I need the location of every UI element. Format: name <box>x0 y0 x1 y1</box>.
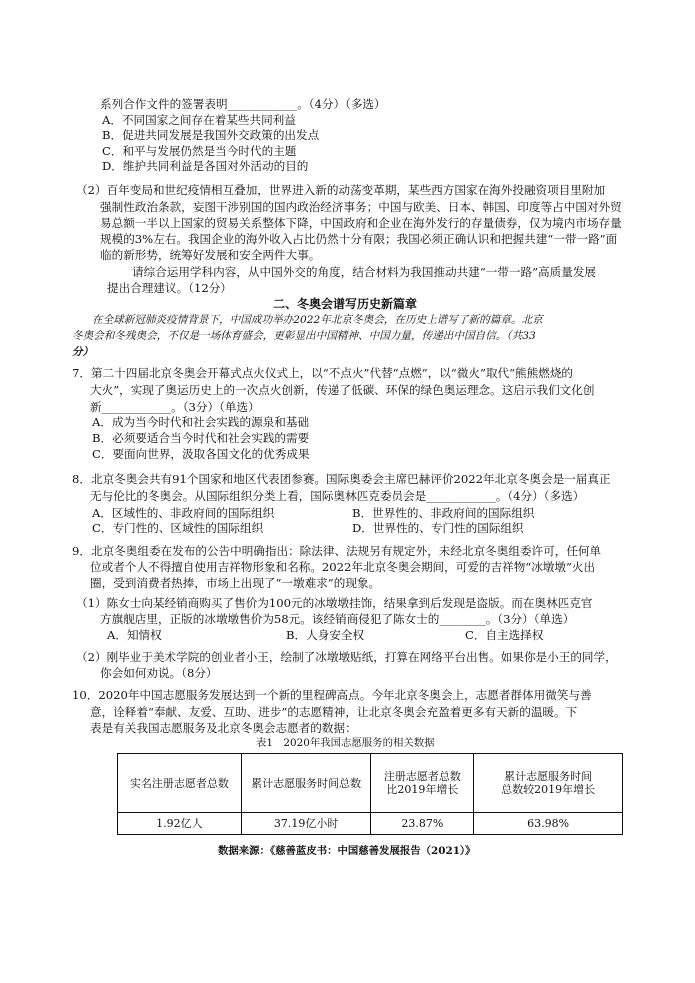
table-header-row <box>118 754 623 813</box>
part2-line: （2）百年变局和世纪疫情相互叠加，世界进入新的动荡变革期，某些西方国家在海外投融资项目里附加 <box>76 183 606 197</box>
option-d: D．维护共同利益是各国对外活动的目的 <box>102 159 309 173</box>
part2-prompt: 提出合理建议。（12分） <box>107 281 232 295</box>
section-intro-line: 冬奥会和冬残奥会，不仅是一场体育盛会，更彰显出中国精神、中国力量，传递出中国自信。（共33 <box>72 330 536 342</box>
option-a: A．不同国家之间存在着某些共同利益 <box>102 113 296 127</box>
question-stem-tail: 系列合作文件的签署表明____________。（4分）（多选） <box>100 97 386 111</box>
q9-sub1-line: （1）陈女士向某经销商购买了售价为100元的冰墩墩挂饰，结果拿到后发现是盗版。而在奥林匹克官 <box>76 596 593 610</box>
table-header-cell: 注册志愿者总数 比2019年增长 <box>371 754 474 813</box>
q9-sub1-option-a: A．知情权 <box>107 628 162 642</box>
table-cell: 37.19亿小时 <box>241 813 371 835</box>
part2-line: 强制性政治条款，妄图干涉别国的国内政治经济事务；中国与欧美、日本、韩国、印度等占中国对外贸 <box>100 200 622 214</box>
q9-sub2-line: （2）刚毕业于美术学院的创业者小王，绘制了冰墩墩贴纸，打算在网络平台出售。如果你是小王的同学， <box>76 650 617 664</box>
table-caption: 表1 2020年我国志愿服务的相关数据 <box>256 737 435 749</box>
part2-line: 规模的3%左右。我国企业的海外收入占比仍然十分有限；我国必须正确认识和把握共建“一带一路”面 <box>100 232 618 246</box>
option-c: C．和平与发展仍然是当今时代的主题 <box>102 144 297 158</box>
q9-sub1-line: 方旗舰店里，正版的冰墩墩售价为58元。该经销商侵犯了陈女士的________。（3分）（单选） <box>100 612 575 626</box>
q9-line: 位或者个人不得擅自使用吉祥物形象和名称。2022年北京冬奥会期间，可爱的吉祥物“冰墩墩”火出 <box>90 560 596 574</box>
section-intro-line: 在全球新冠肺炎疫情背景下，中国成功举办2022年北京冬奥会，在历史上谱写了新的篇章。北京 <box>92 314 543 326</box>
q9-line: 9．北京冬奥组委在发布的公告中明确指出：除法律、法规另有规定外，未经北京冬奥组委许可，任何单 <box>72 544 602 558</box>
q10-line: 表是有关我国志愿服务及北京冬奥会志愿者的数据： <box>90 721 357 735</box>
section-intro-line: 分） <box>72 346 94 358</box>
table-cell: 1.92亿人 <box>118 813 242 835</box>
table-cell: 63.98% <box>474 813 623 835</box>
q9-sub1-option-c: C．自主选择权 <box>465 628 544 642</box>
q7-option-c: C．要面向世界，汲取各国文化的优秀成果 <box>92 447 310 461</box>
table-cell: 23.87% <box>371 813 474 835</box>
option-b: B．促进共同发展是我国外交政策的出发点 <box>102 128 320 142</box>
part2-prompt: 请综合运用学科内容，从中国外交的角度，结合材料为我国推动共建“一带一路”高质量发展 <box>132 265 597 279</box>
data-source: 数据来源：《慈善蓝皮书：中国慈善发展报告（2021）》 <box>218 845 476 857</box>
part2-line: 易总额一半以上国家的贸易关系整体下降，中国政府和企业在海外发行的存量债券，仅为境内市场存量 <box>100 216 622 230</box>
q9-line: 圈，受到消费者热捧，市场上出现了“一墩难求”的现象。 <box>90 576 381 590</box>
q7-line: 大火”，实现了奥运历史上的一次点火创新，传递了低碳、环保的绿色奥运理念。这启示我们文化创 <box>90 383 595 397</box>
volunteer-data-table <box>117 753 623 835</box>
q8-option-b: B．世界性的、非政府间的国际组织 <box>352 506 535 520</box>
section-title: 二、冬奥会谱写历史新篇章 <box>273 297 418 311</box>
q7-option-a: A．成为当今时代和社会实践的源泉和基础 <box>92 415 310 429</box>
q8-option-d: D．世界性的、专门性的国际组织 <box>352 521 524 535</box>
q9-sub1-option-b: B．人身安全权 <box>286 628 365 642</box>
q7-line: 新____________。（3分）（单选） <box>90 400 260 414</box>
part2-line: 临的新形势，统筹好发展和安全两件大事。 <box>100 248 321 262</box>
q8-line: 无与伦比的冬奥会。从国际组织分类上看，国际奥林匹克委员会是____________。（4分）（多选） <box>90 489 585 503</box>
q9-sub2-line: 你会如何劝说。（8分） <box>100 666 218 680</box>
q8-option-c: C．专门性的、区域性的国际组织 <box>92 521 264 535</box>
q8-line: 8．北京冬奥会共有91个国家和地区代表团参赛。国际奥委会主席巴赫评价2022年北京冬奥会是一届真正 <box>72 472 611 486</box>
q7-option-b: B．必须要适合当今时代和社会实践的需要 <box>92 431 310 445</box>
q7-line: 7．第二十四届北京冬奥会开幕式点火仪式上，以“不点火”代替“点燃”，以“微火”取代“熊熊燃烧的 <box>72 366 574 380</box>
table-header-cell: 累计志愿服务时间 总数较2019年增长 <box>474 754 623 813</box>
q8-option-a: A．区域性的、非政府间的国际组织 <box>92 506 275 520</box>
q10-line: 10．2020年中国志愿服务发展达到一个新的里程碑高点。今年北京冬奥会上，志愿者群体用微笑与善 <box>72 688 592 702</box>
table-header-cell: 累计志愿服务时间总数 <box>241 754 371 813</box>
table-header-cell: 实名注册志愿者总数 <box>118 754 242 813</box>
table-row <box>118 813 623 835</box>
q10-line: 意，诠释着“奉献、友爱、互助、进步”的志愿精神，让北京冬奥会充盈着更多有天新的温暖。下 <box>90 705 578 719</box>
